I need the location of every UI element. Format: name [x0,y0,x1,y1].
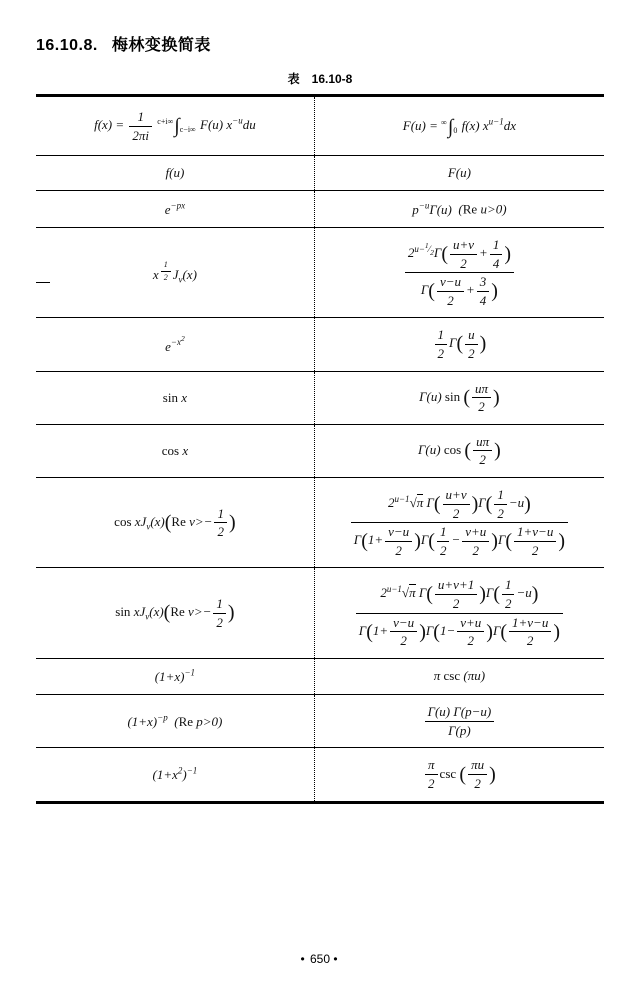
cell-sin-right: Γ(u) sin ( $\frac{u\pi}{2}$ ) [314,371,604,424]
cell-one-plus-x2-inv-left: $(1+x^2)^{-1}$ [36,748,314,802]
table-row [36,371,604,424]
cell-one-plus-x-inv-left: $(1+x)^{-1}$ [36,658,314,695]
cell-one-plus-x-pow-left: $(1+x)^{-p}$ (Re p>0) [36,695,314,748]
page-title [36,32,211,55]
table-row [36,318,604,371]
table-row [36,191,604,228]
mellin-transform-table [36,94,604,804]
table-row [36,96,604,156]
cell-bessel-right: $2^{u-^1⁄_2}\Gamma$( $\frac{u+v}{2}$ + $\frac{1}{4}$ ) Γ( $\frac{v-u}{2}$ + $\frac{3}{4}$ ) [314,228,604,318]
cell-gaussian-right: $\frac{1}{2}$ Γ( $\frac{u}{2}$ ) [314,318,604,371]
section-number: 16.10.8. [36,37,98,54]
cell-one-plus-x2-inv-right: $\frac{\pi}{2}$ csc ( $\frac{\pi u}{2}$ ) [314,748,604,802]
table-row [36,658,604,695]
cell-cos-bessel-right: $2^{u-1}√\pi$ Γ( $\frac{u+v}{2}$ )Γ( $\frac{1}{2}$ −u) Γ(1+ $\frac{v-u}{2}$ )Γ( $\frac{1}{2}$ − $\frac{v+u}{2}$ )Γ( $\frac{1+v-u}{2}$ ) [314,477,604,567]
section-title: 梅林变换简表 [111,37,211,54]
cell-cos-bessel-left: $\cos xJ_v(x)(Re$ v>− $\frac{1}{2}$ ) [36,477,314,567]
page-number [0,952,640,966]
table-row [36,477,604,567]
table-caption-number: 16.10-8 [311,72,353,86]
cell-one-plus-x-inv-right: π csc (πu) [314,658,604,695]
cell-gaussian-left: $e^{-x^2}$ [36,318,314,371]
table-row [36,228,604,318]
cell-one-plus-x-pow-right: $\frac{\Gamma(u) \Gamma(p-u)}{\Gamma(p)}$ [314,695,604,748]
column-label-right: F(u) [314,156,604,191]
page-number-decor-left: • [300,952,307,966]
header-formula-right-cell: F(u) = ∞ ∫ 0 f(x) $x^{u-1}dx$ [314,96,604,156]
table-caption-label: 表 [287,72,300,86]
cell-exp-px-left: $e^{-px}$ [36,191,314,228]
cell-exp-px-right: $p^{-u}\Gamma(u)$ (Re u>0) [314,191,604,228]
cell-cos-left: cos x [36,424,314,477]
table-row [36,156,604,191]
page-number-decor-right: • [333,952,340,966]
cell-cos-right: Γ(u) cos ( $\frac{u\pi}{2}$ ) [314,424,604,477]
table-row [36,695,604,748]
cell-bessel-left: x $^{\frac{1}{2}}$ $J_v(x)$ [36,228,314,318]
table-caption [0,70,640,87]
header-formula-left-cell: f(x) = $\frac{1}{2\pi i}$ c+i∞ ∫ c−i∞ F(u) $x^{-u}du$ [36,96,314,156]
cell-sin-bessel-left: $\sin xJ_v(x)(Re$ v>− $\frac{1}{2}$ ) [36,568,314,658]
cell-sin-bessel-right: $2^{u-1}√\pi$ Γ( $\frac{u+v+1}{2}$ )Γ( $\frac{1}{2}$ −u) Γ(1+ $\frac{v-u}{2}$ )Γ(1− $\frac{v+u}{2}$ )Γ( $\frac{1+v-u}{2}$ ) [314,568,604,658]
column-label-left: f(u) [36,156,314,191]
table-row [36,748,604,802]
table-row [36,568,604,658]
cell-sin-left: sin x [36,371,314,424]
table-row [36,424,604,477]
page-number-value: 650 [309,952,331,966]
